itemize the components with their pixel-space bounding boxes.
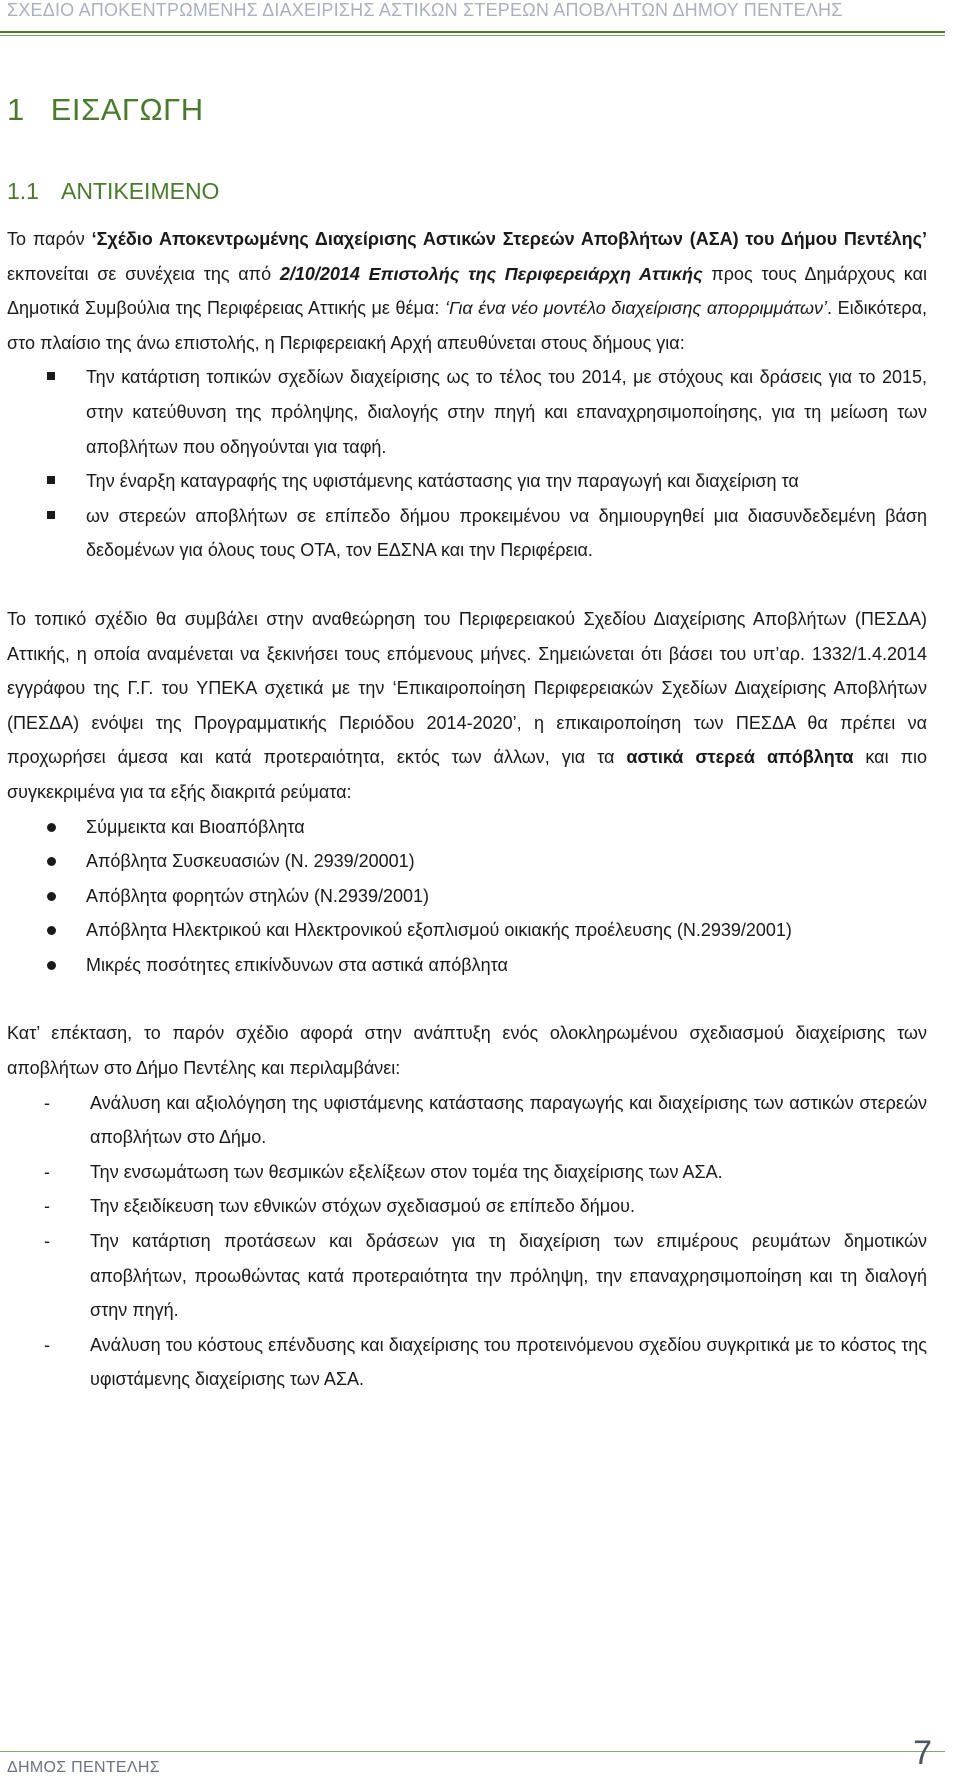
list-item [7,464,927,499]
square-bullet-list [7,360,927,568]
dash-marker: - [44,1334,50,1355]
plan-title-bold: ‘Σχέδιο Αποκεντρωμένης Διαχείρισης Αστικών Στερεών Αποβλήτων (ΑΣΑ) του Δήμου Πεντέλης’ [91,229,927,249]
list-item [7,1328,927,1397]
list-item [7,844,927,879]
dot-bullet-icon [47,857,56,866]
text-run: Το τοπικό σχέδιο θα συμβάλει στην αναθεώρηση του Περιφερειακού Σχεδίου Διαχείρισης Αποβλήτων (ΠΕΣΔΑ) Αττικής, η οποία αναμένεται να ξεκινήσει τους επόμενους μήνες. Σημειώνεται ότι βάσει του υπ’αρ. 1332/1.4.2014 εγγράφου της Γ.Γ. του ΥΠΕΚΑ σχετικά με την ‘Επικαιροποίηση Περιφερειακών Σχεδίων Διαχείρισης Αποβλήτων (ΠΕΣΔΑ) ενόψει της Προγραμματικής Περιόδου 2014-2020’, η επικαιροποίηση των ΠΕΣΔΑ θα πρέπει να προχωρήσει άμεσα και κατά προτεραιότητα, εκτός των άλλων, για τα [7,608,927,768]
spacer [7,982,927,1016]
text-run: προς τους Δημάρχους και Δημοτικά Συμβούλια της Περιφέρειας Αττικής με θέμα: [7,263,927,319]
list-item-text: Την ενσωμάτωση των θεσμικών εξελίξεων στον τομέα της διαχείρισης των ΑΣΑ. [90,1161,723,1182]
dot-bullet-icon [47,926,56,935]
emphasis-bold: αστικά στερεά απόβλητα [626,747,854,768]
list-item-text: Απόβλητα Συσκευασιών (Ν. 2939/20001) [86,851,415,872]
list-item-text: Σύμμεικτα και Βιοαπόβλητα [86,816,305,837]
list-item [7,948,927,983]
list-item [7,810,927,845]
dash-list [7,1086,927,1397]
chapter-title: ΕΙΣΑΓΩΓΗ [50,92,204,127]
list-item-text: ων στερεών αποβλήτων σε επίπεδο δήμου προκειμένου να δημιουργηθεί μια διασυνδεδεμένη βάση δεδομένων για όλους τους ΟΤΑ, τον ΕΔΣΝΑ και την Περιφέρεια. [86,505,927,561]
text-run: εκπονείται σε συνέχεια της από [7,263,280,284]
section-title: ΑΝΤΙΚΕΙΜΕΝΟ [60,178,220,204]
paragraph-scope: Κατ’ επέκταση, το παρόν σχέδιο αφορά στην ανάπτυξη ενός ολοκληρωμένου σχεδιασμού διαχείρισης των αποβλήτων στο Δήμο Πεντέλης και περιλαμβάνει: [7,1023,927,1079]
text-run: και πιο συγκεκριμένα για τα εξής διακριτά ρεύματα: [7,747,927,802]
letter-subject: ‘Για ένα νέο μοντέλο διαχείρισης απορριμμάτων’ [444,298,828,319]
list-item-text: Απόβλητα Ηλεκτρικού και Ηλεκτρονικού εξοπλισμού οικιακής προέλευσης (Ν.2939/2001) [86,920,792,941]
list-item [7,879,927,914]
dash-marker: - [44,1161,50,1182]
dot-bullet-icon [47,823,56,832]
body-content [7,222,927,1397]
list-item [7,913,927,948]
dot-bullet-list [7,810,927,983]
text-run: Το παρόν [7,229,92,249]
list-item-text: Απόβλητα φορητών στηλών (Ν.2939/2001) [86,885,429,906]
paragraph-intro [7,222,927,360]
section-number: 1.1 [7,178,39,204]
dash-marker: - [44,1196,50,1217]
dot-bullet-icon [47,961,56,970]
spacer [7,568,927,602]
list-item-text: Μικρές ποσότητες επικίνδυνων στα αστικά απόβλητα [86,954,508,975]
list-item-text: Ανάλυση και αξιολόγηση της υφιστάμενης κατάστασης παραγωγής και διαχείρισης των αστικών στερεών αποβλήτων στο Δήμο. [90,1092,927,1148]
footer-organization: ΔΗΜΟΣ ΠΕΝΤΕΛΗΣ [7,1759,160,1776]
paragraph-pesda [7,602,927,810]
chapter-heading [7,92,204,128]
list-item [7,1224,927,1328]
list-item-text: Την κατάρτιση προτάσεων και δράσεων για τη διαχείριση των επιμέρους ρευμάτων δημοτικών αποβλήτων, προωθώντας κατά προτεραιότητα την πρόληψη, την επαναχρησιμοποίηση και τη διαλογή στην πηγή. [90,1231,927,1321]
square-bullet-icon [47,372,55,380]
list-item [7,1155,927,1190]
list-item-text: Την έναρξη καταγραφής της υφιστάμενης κατάστασης για την παραγωγή και διαχείριση τα [86,471,799,492]
square-bullet-icon [47,476,55,484]
letter-reference: 2/10/2014 Επιστολής της Περιφερειάρχη Αττικής [279,263,703,284]
list-item [7,499,927,568]
header-rule [0,31,945,33]
dash-marker: - [44,1231,50,1252]
dash-marker: - [44,1092,50,1113]
page-number: 7 [913,1734,932,1772]
dot-bullet-icon [47,892,56,901]
list-item-text: Ανάλυση του κόστους επένδυσης και διαχείρισης του προτεινόμενου σχεδίου συγκριτικά με το κόστος της υφιστάμενης διαχείρισης των ΑΣΑ. [90,1334,927,1390]
list-item [7,1086,927,1155]
list-item [7,360,927,464]
text-run: . Ειδικότερα, στο πλαίσιο της άνω επιστολής, η Περιφερειακή Αρχή απευθύνεται στους δήμους για: [7,298,928,353]
footer-rule [0,1751,945,1752]
chapter-number: 1 [7,92,25,127]
list-item-text: Την κατάρτιση τοπικών σχεδίων διαχείρισης ως το τέλος του 2014, με στόχους και δράσεις για το 2015, στην κατεύθυνση της πρόληψης, διαλογής στην πηγή και επαναχρησιμοποίησης, για τη μείωση των αποβλήτων που οδηγούνται για ταφή. [86,367,927,457]
square-bullet-icon [47,511,55,519]
section-heading [7,178,219,205]
header-rule-thin [0,35,945,36]
running-header: ΣΧΕΔΙΟ ΑΠΟΚΕΝΤΡΩΜΕΝΗΣ ΔΙΑΧΕΙΡΙΣΗΣ ΑΣΤΙΚΩΝ ΣΤΕΡΕΩΝ ΑΠΟΒΛΗΤΩΝ ΔΗΜΟΥ ΠΕΝΤΕΛΗΣ [7,0,843,20]
list-item [7,1189,927,1224]
list-item-text: Την εξειδίκευση των εθνικών στόχων σχεδιασμού σε επίπεδο δήμου. [90,1196,636,1217]
